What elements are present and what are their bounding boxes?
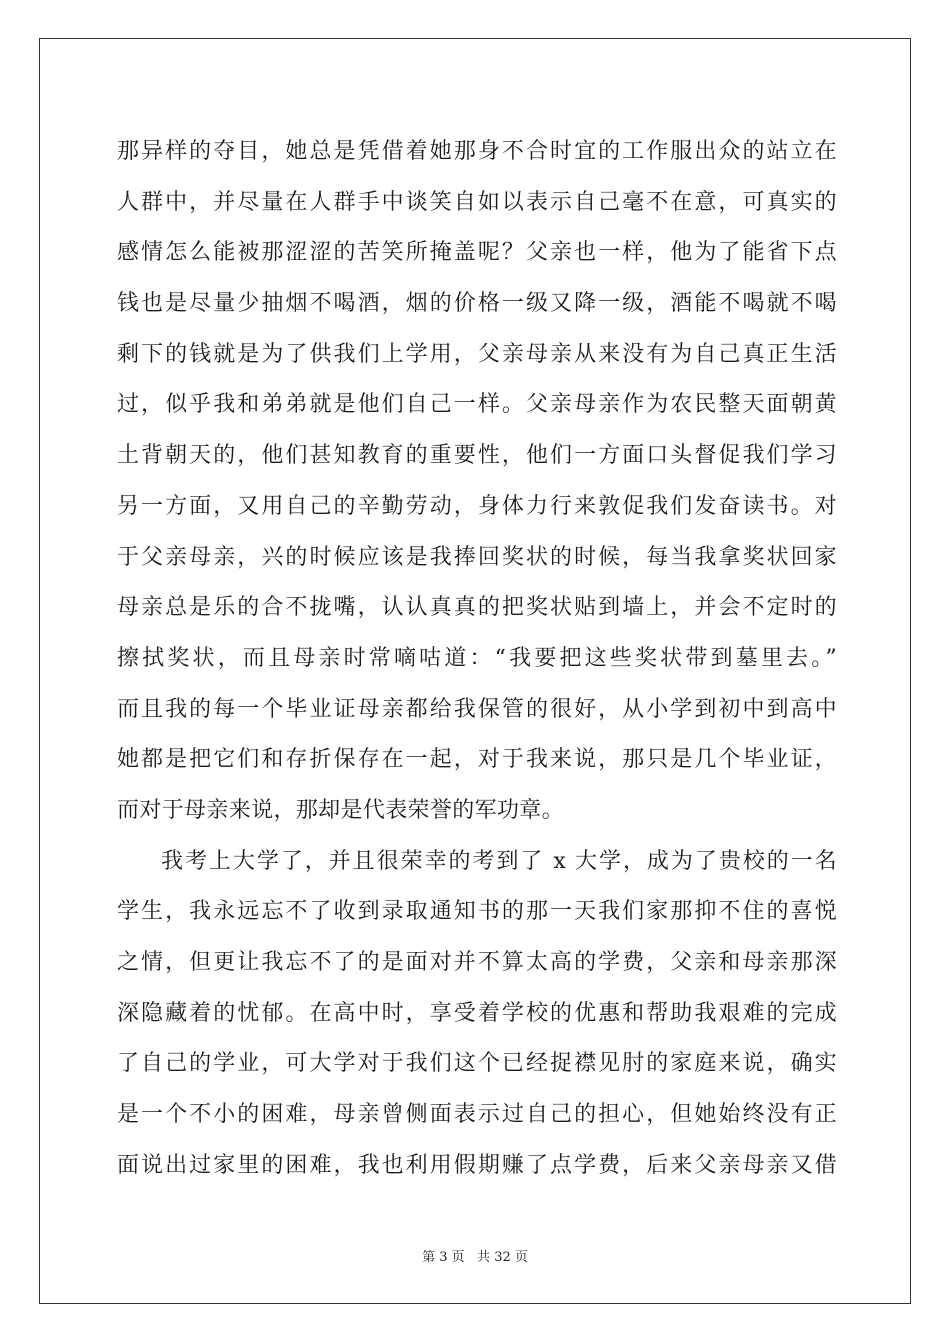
text-line: 土背朝天的，他们甚知教育的重要性，他们一方面口头督促我们学习 bbox=[117, 443, 837, 469]
text-line: 剩下的钱就是为了供我们上学用，父亲母亲从来没有为自己真正生活 bbox=[117, 341, 837, 367]
text-line: 母亲总是乐的合不拢嘴，认认真真的把奖状贴到墙上，并会不定时的 bbox=[117, 595, 837, 621]
text-line: 另一方面，又用自己的辛勤劳动，身体力行来敦促我们发奋读书。对 bbox=[117, 493, 837, 519]
text-line: 过，似乎我和弟弟就是他们自己一样。父亲母亲作为农民整天面朝黄 bbox=[117, 392, 837, 418]
text-line: 那异样的夺目，她总是凭借着她那身不合时宜的工作服出众的站立在 bbox=[117, 139, 837, 164]
text-line: 之情，但更让我忘不了的是面对并不算太高的学费，父亲和母亲那深 bbox=[117, 950, 837, 975]
text-line: 擦拭奖状，而且母亲时常嘀咕道：“我要把这些奖状带到墓里去。” bbox=[117, 645, 837, 671]
text-line: 而且我的每一个毕业证母亲都给我保管的很好，从小学到初中到高中 bbox=[117, 696, 837, 722]
page-number-footer: 第 3 页 共 32 页 bbox=[422, 1250, 528, 1265]
text-line: 是一个不小的困难，母亲曾侧面表示过自己的担心，但她始终没有正 bbox=[117, 1102, 837, 1128]
text-line: 钱也是尽量少抽烟不喝酒，烟的价格一级又降一级，酒能不喝就不喝 bbox=[117, 291, 837, 317]
text-line: 面说出过家里的困难，我也利用假期赚了点学费，后来父亲母亲又借 bbox=[117, 1152, 837, 1178]
text-line: 而对于母亲来说，那却是代表荣誉的军功章。 bbox=[117, 797, 565, 823]
text-line: 了自己的学业，可大学对于我们这个已经捉襟见肘的家庭来说，确实 bbox=[117, 1051, 837, 1077]
document-body bbox=[117, 127, 837, 1191]
text-line: 她都是把它们和存折保存在一起，对于我来说，那只是几个毕业证， bbox=[117, 747, 837, 773]
text-line: 我考上大学了，并且很荣幸的考到了 x 大学，成为了贵校的一名 bbox=[161, 848, 837, 874]
text-line: 感情怎么能被那涩涩的苦笑所掩盖呢？父亲也一样，他为了能省下点 bbox=[117, 240, 837, 266]
text-line: 深隐藏着的忧郁。在高中时，享受着学校的优惠和帮助我艰难的完成 bbox=[117, 1000, 837, 1026]
text-line: 学生，我永远忘不了收到录取通知书的那一天我们家那抑不住的喜悦 bbox=[117, 899, 837, 925]
text-line: 人群中，并尽量在人群手中谈笑自如以表示自己毫不在意，可真实的 bbox=[117, 189, 837, 215]
text-line: 于父亲母亲，兴的时候应该是我捧回奖状的时候，每当我拿奖状回家 bbox=[117, 544, 837, 570]
